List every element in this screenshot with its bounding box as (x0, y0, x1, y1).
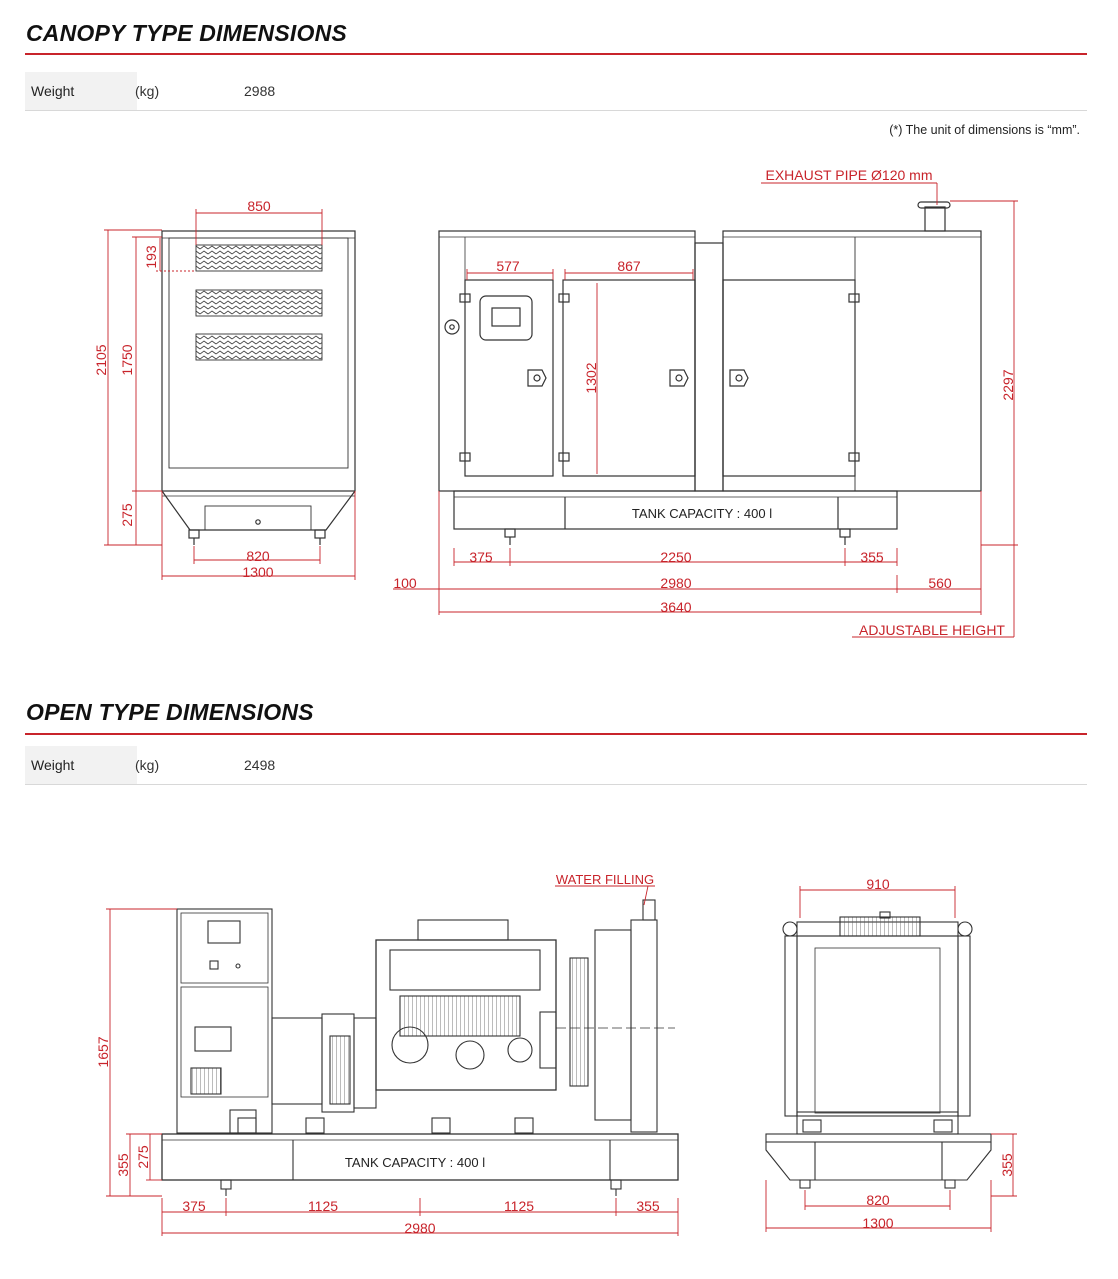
dim-275-canopy: 275 (119, 503, 135, 527)
canopy-weight-unit: (kg) (135, 83, 160, 99)
dim-375-canopy: 375 (469, 549, 493, 565)
exhaust-pipe-label: EXHAUST PIPE Ø120 mm (765, 167, 933, 183)
dim-820-open: 820 (866, 1192, 890, 1208)
canopy-tank-label: TANK CAPACITY : 400 l (631, 506, 773, 521)
water-filling-label: WATER FILLING (555, 872, 655, 887)
dim-1302: 1302 (583, 362, 599, 394)
dim-577: 577 (496, 258, 520, 274)
open-weight-unit: (kg) (135, 757, 160, 773)
dim-2980-canopy: 2980 (660, 575, 692, 591)
open-side-view (162, 900, 678, 1196)
dim-867: 867 (617, 258, 641, 274)
canopy-side-dims (393, 183, 1018, 637)
open-side-dims (106, 886, 678, 1236)
canopy-section-title: CANOPY TYPE DIMENSIONS (26, 20, 347, 46)
dim-355-canopy: 355 (860, 549, 884, 565)
open-front-view (766, 912, 991, 1188)
dim-2980-open: 2980 (404, 1220, 436, 1236)
dim-3640: 3640 (660, 599, 692, 615)
dim-910: 910 (866, 876, 890, 892)
dim-2250: 2250 (660, 549, 692, 565)
dim-375-open: 375 (182, 1198, 206, 1214)
open-section-title: OPEN TYPE DIMENSIONS (26, 699, 314, 725)
dim-1750: 1750 (119, 344, 135, 376)
dim-1125-b: 1125 (503, 1198, 535, 1214)
dim-820-canopy: 820 (246, 548, 270, 564)
dim-1125-a: 1125 (307, 1198, 339, 1214)
dim-1300-open: 1300 (862, 1215, 894, 1231)
dim-100: 100 (393, 575, 417, 591)
canopy-front-view (162, 231, 355, 545)
adjustable-height-label: ADJUSTABLE HEIGHT (859, 622, 1005, 638)
dim-1300-canopy: 1300 (242, 564, 274, 580)
dim-2297: 2297 (1000, 369, 1016, 401)
canopy-weight-label: Weight (25, 72, 137, 110)
dim-1657: 1657 (95, 1036, 111, 1068)
open-tank-label: TANK CAPACITY : 400 l (344, 1155, 486, 1170)
dim-275-open: 275 (135, 1145, 151, 1169)
canopy-side-view (439, 202, 981, 545)
dim-850: 850 (247, 198, 271, 214)
canopy-weight-value: 2988 (244, 83, 276, 99)
open-weight-label: Weight (25, 746, 137, 784)
dim-355-open-bottom: 355 (636, 1198, 660, 1214)
open-weight-value: 2498 (244, 757, 276, 773)
dim-355-open-right: 355 (999, 1153, 1015, 1177)
unit-note: (*) The unit of dimensions is “mm”. (889, 123, 1080, 137)
dim-355-open-left: 355 (115, 1153, 131, 1177)
dim-193: 193 (143, 245, 159, 269)
dim-2105: 2105 (93, 344, 109, 376)
dim-560: 560 (928, 575, 952, 591)
